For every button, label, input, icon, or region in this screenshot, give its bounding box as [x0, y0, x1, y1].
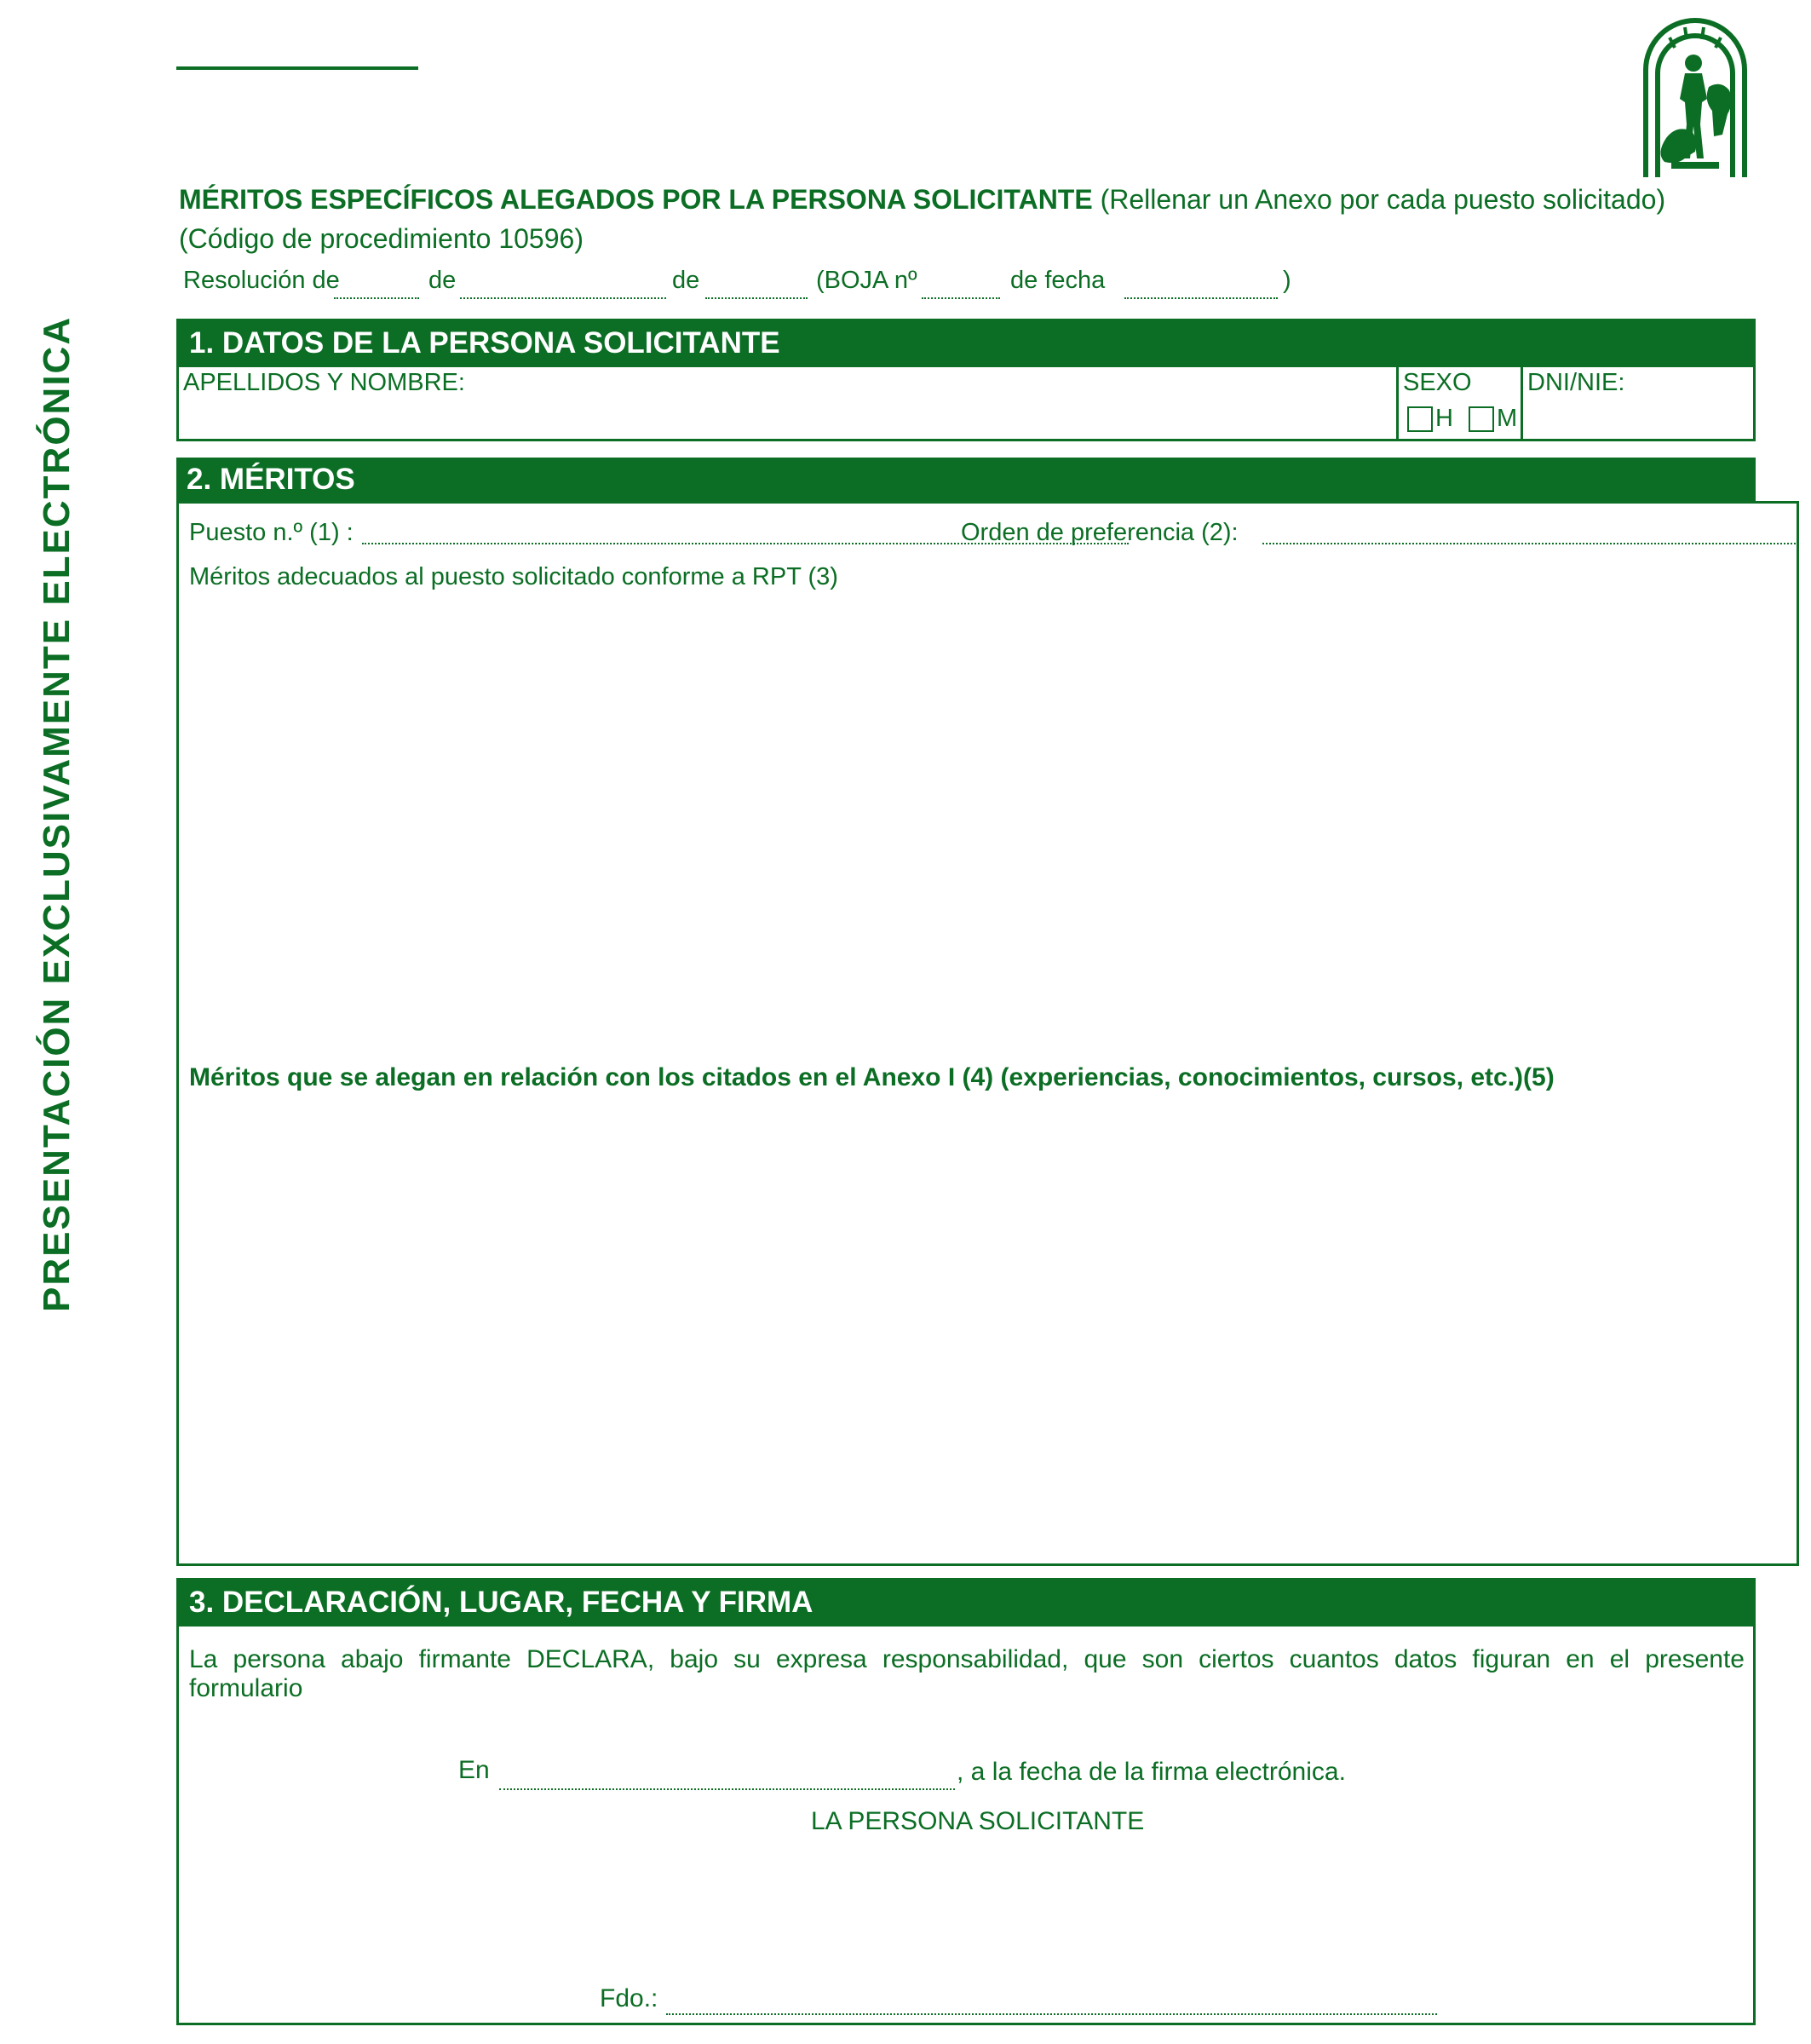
puesto-label: Puesto n.º (1) : [189, 519, 354, 546]
resolucion-day-field[interactable] [460, 297, 666, 299]
title-note: (Rellenar un Anexo por cada puesto solicitado) [1100, 184, 1666, 215]
signer-label: LA PERSONA SOLICITANTE [811, 1807, 1145, 1835]
procedure-code: (Código de procedimiento 10596) [179, 223, 584, 254]
de-label-2: de [672, 267, 700, 294]
section-1-title: 1. DATOS DE LA PERSONA SOLICITANTE [179, 321, 1753, 367]
title-bold: MÉRITOS ESPECÍFICOS ALEGADOS POR LA PERSONA SOLICITANTE [179, 184, 1093, 215]
en-label: En [458, 1756, 490, 1784]
resolucion-label: Resolución de [183, 267, 340, 294]
boja-label: (BOJA nº [816, 267, 917, 294]
anexo-merits-textarea[interactable] [187, 1104, 1789, 1556]
divider [1521, 367, 1523, 441]
electronic-date-text: , a la fecha de la firma electrónica. [957, 1758, 1346, 1786]
header-rule [176, 66, 418, 70]
sex-m-label: M [1497, 405, 1518, 432]
name-label: APELLIDOS Y NOMBRE: [183, 369, 465, 396]
sex-h-checkbox[interactable] [1407, 406, 1433, 432]
boja-date-field[interactable] [1124, 297, 1278, 299]
side-label: PRESENTACIÓN EXCLUSIVAMENTE ELECTRÓNICA [36, 315, 78, 1312]
rpt-label: Méritos adecuados al puesto solicitado conforme a RPT (3) [189, 563, 838, 590]
resolucion-number-field[interactable] [334, 297, 419, 299]
section-1-applicant-data [176, 319, 1756, 441]
orden-field[interactable] [1262, 543, 1799, 544]
sex-h-label: H [1435, 405, 1453, 432]
section-2-merits [176, 501, 1799, 1566]
signature-name-field[interactable] [666, 2013, 1437, 2015]
junta-de-andalucia-emblem-icon [1637, 10, 1753, 177]
declaration-line-2: formulario [189, 1674, 303, 1702]
section-3-title: 3. DECLARACIÓN, LUGAR, FECHA Y FIRMA [179, 1581, 1753, 1627]
dni-label: DNI/NIE: [1527, 369, 1625, 396]
boja-number-field[interactable] [922, 297, 1000, 299]
anexo-label: Méritos que se alegan en relación con los citados en el Anexo I (4) (experiencias, conocimientos, cursos, etc.)(5) [189, 1063, 1555, 1091]
resolucion-year-field[interactable] [705, 297, 808, 299]
place-field[interactable] [499, 1788, 955, 1790]
document-title [179, 184, 1755, 216]
sex-label: SEXO [1403, 369, 1472, 396]
close-paren: ) [1283, 267, 1291, 294]
divider [1396, 367, 1399, 441]
declaration-line-1: La persona abajo firmante DECLARA, bajo su expresa responsabilidad, que son ciertos cuantos datos figuran en el presente [189, 1645, 1745, 1673]
rpt-merits-textarea[interactable] [187, 602, 1789, 1045]
fdo-label: Fdo.: [600, 1984, 658, 2012]
fecha-label: de fecha [1010, 267, 1106, 294]
orden-label: Orden de preferencia (2): [961, 519, 1239, 546]
sex-m-checkbox[interactable] [1469, 406, 1494, 432]
de-label-1: de [428, 267, 457, 294]
section-2-title: 2. MÉRITOS [176, 458, 1756, 504]
section-3-declaration [176, 1578, 1756, 2025]
